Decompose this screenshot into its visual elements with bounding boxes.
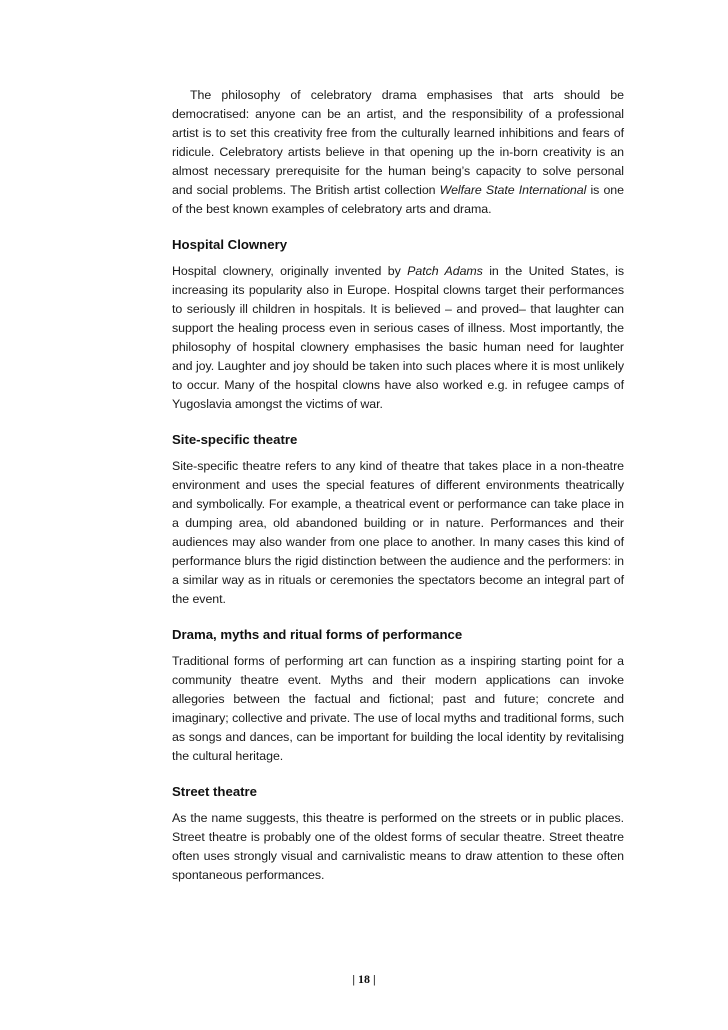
heading-street-theatre: Street theatre <box>172 784 258 799</box>
welfare-state-italic: Welfare State International <box>439 183 587 197</box>
page-number: | 18 | <box>352 972 376 986</box>
intro-paragraph: The philosophy of celebratory drama emphasises that arts should be democratised: anyone can be an artist, and the responsibility of a professional artist is to set this creativity free from the culturally learned inhibitions and fears of ridicule. Celebratory artists believe in that opening up the in-born creativity is an almost necessary prerequisite for the human being’s capacity to solve personal and social problems. The British artist collection Welfare State International is one of the best known examples of celebratory arts and drama. <box>172 88 624 216</box>
patch-adams-italic: Patch Adams <box>407 264 483 278</box>
heading-site-specific: Site-specific theatre <box>172 432 298 447</box>
page-content <box>172 86 624 885</box>
paragraph-drama-myths: Traditional forms of performing art can function as a inspiring starting point for a community theatre event. Myths and their modern applications can invoke allegories between the factual and fictional; past and future; concrete and imaginary; collective and private. The use of local myths and traditional forms, such as songs and dances, can be important for building the local identity by revitalising the cultural heritage. <box>172 654 624 763</box>
paragraph-street-theatre: As the name suggests, this theatre is performed on the streets or in public places. Street theatre is probably one of the oldest forms of secular theatre. Street theatre often uses strongly visual and carnivalistic means to draw attention to these often spontaneous performances. <box>172 811 624 882</box>
paragraph-site-specific: Site-specific theatre refers to any kind of theatre that takes place in a non-theatre environment and uses the special features of different environments theatrically and symbolically. For example, a theatrical event or performance can take place in a dumping area, old abandoned building or in nature. Performances and their audiences may also wander from one place to another. In many cases this kind of performance blurs the rigid distinction between the audience and the performers: in a similar way as in rituals or ceremonies the spectators become an integral part of the event. <box>172 459 624 606</box>
heading-drama-myths: Drama, myths and ritual forms of performance <box>172 627 463 642</box>
heading-hospital-clownery: Hospital Clownery <box>172 237 288 252</box>
paragraph-hospital-clownery: Hospital clownery, originally invented by Patch Adams in the United States, is increasing its popularity also in Europe. Hospital clowns target their performances to seriously ill children in hospitals. It is believed – and proved– that laughter can support the healing process even in serious cases of illness. Most importantly, the philosophy of hospital clownery emphasises the basic human need for laughter and joy. Laughter and joy should be taken into such places where it is most unlikely to occur. Many of the hospital clowns have also worked e.g. in refugee camps of Yugoslavia amongst the victims of war. <box>172 264 625 411</box>
